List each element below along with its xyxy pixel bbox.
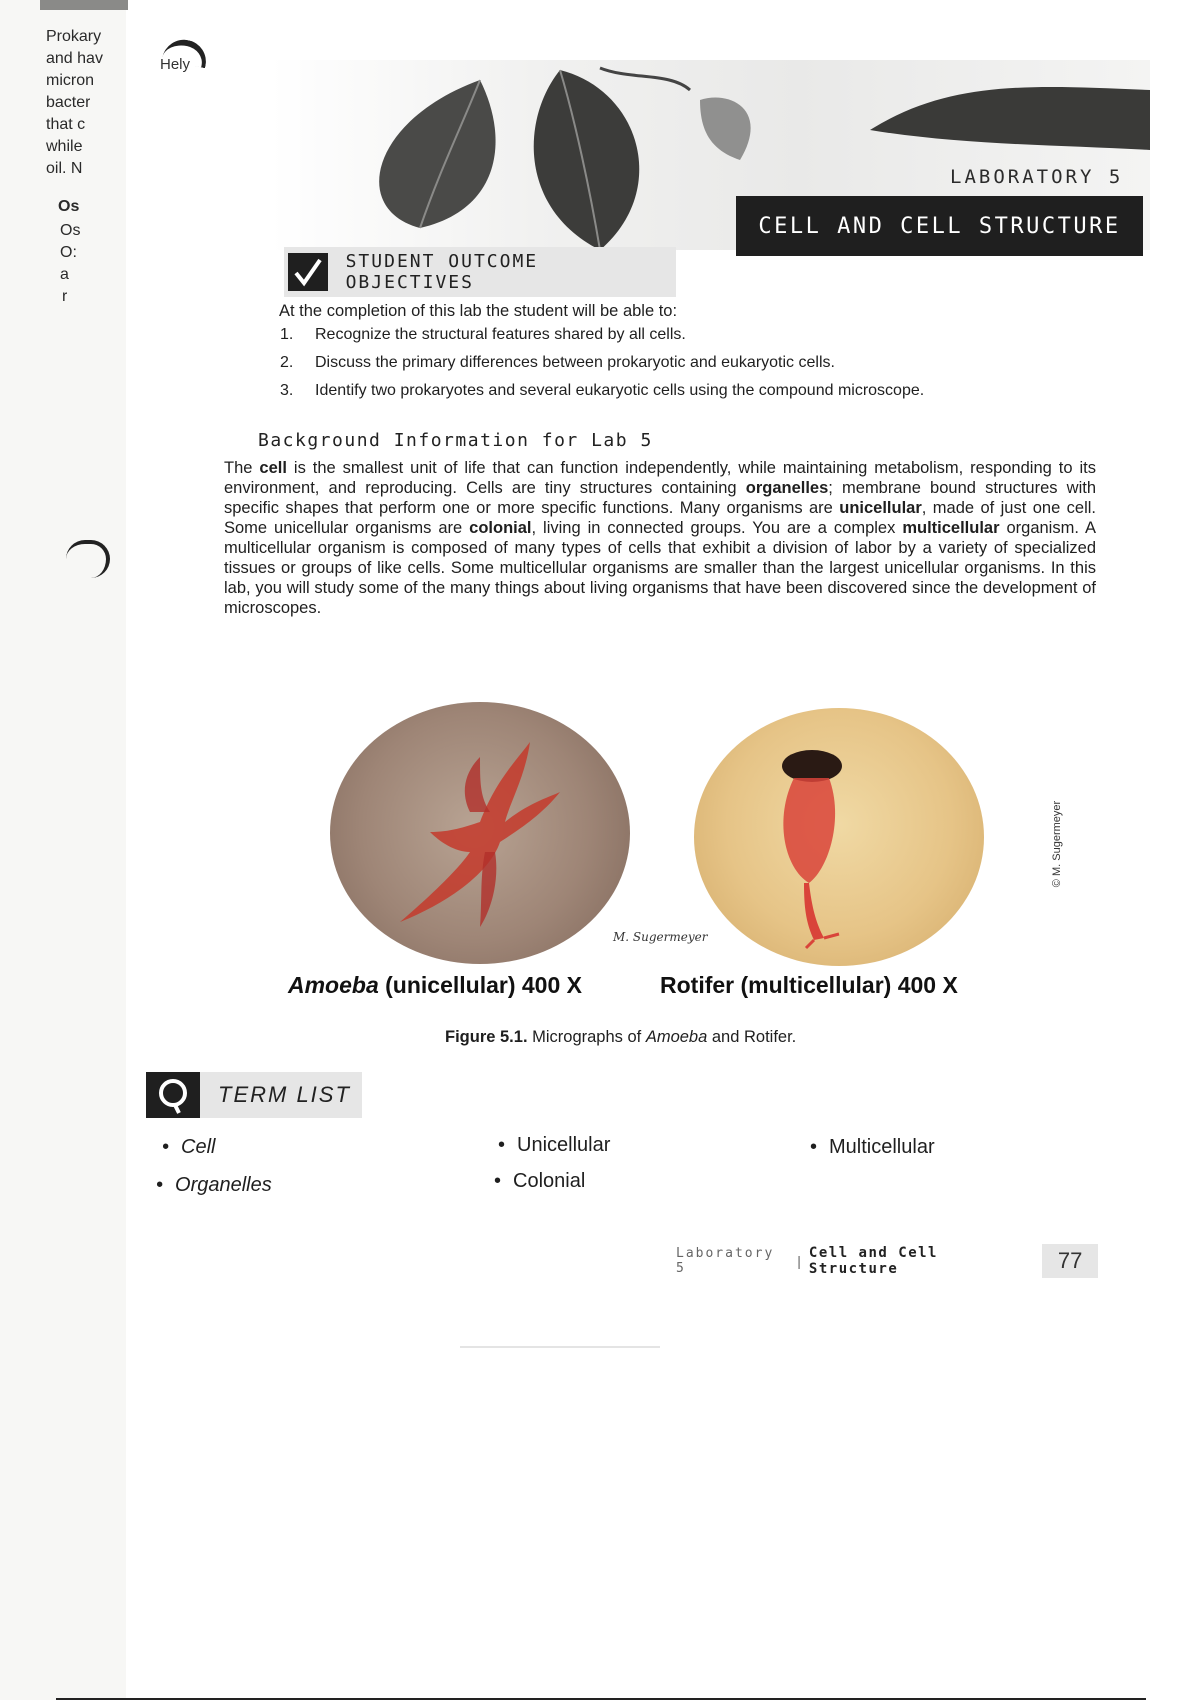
objectives-header [284,247,676,297]
objectives-intro: At the completion of this lab the student will be able to: [279,302,678,320]
micrograph-figure [270,690,1063,1040]
objectives-title: STUDENT OUTCOME OBJECTIVES [345,251,539,293]
objective-item [280,382,1080,400]
leaf-icon [534,70,640,250]
objective-item [280,326,1080,344]
term-text: Cell [181,1136,216,1158]
paragraph-text: The [224,459,260,477]
key-term: multicellular [902,519,1000,537]
term-list-title: TERM LIST [218,1082,351,1107]
amoeba-caption-detail: (unicellular) 400 X [378,972,582,998]
facing-page-text: O: [60,244,77,261]
facing-page-text: oil. N [46,160,83,177]
facing-page-text: micron [46,72,95,89]
facing-page-text: that c [46,116,86,133]
term-item: • Cell [162,1136,216,1158]
facing-page-bar [40,0,128,10]
rotifer-caption: Rotifer (multicellular) 400 X [660,972,958,998]
term-item: • Unicellular [498,1134,611,1156]
amoeba-name: Amoeba [288,972,379,998]
amoeba-micrograph [330,702,630,964]
magnifier-icon [146,1072,200,1118]
objective-text: Identify two prokaryotes and several eukaryotic cells using the compound microscope. [315,382,925,399]
facing-page-text: bacter [46,94,91,111]
lab-number: LABORATORY 5 [950,166,1124,188]
footer-lab: Laboratory 5 [676,1246,775,1276]
footer-title: Cell and Cell Structure [808,1245,938,1277]
paragraph-text: , made of just one cell. Some unicellular organisms are [224,499,1096,537]
copyright-note: © M. Sugermeyer [1051,800,1063,888]
page-title: CELL AND CELL STRUCTURE [758,213,1121,239]
objective-number: 2. [280,354,294,371]
page-footer [676,1244,1098,1278]
key-term: unicellular [839,499,922,517]
figure-caption-text: Micrographs of [527,1028,646,1046]
leaf-icon [870,87,1150,150]
figure-caption [445,1028,796,1047]
term-item: • Colonial [494,1170,586,1192]
objective-item [280,354,1080,372]
objective-text: Discuss the primary differences between prokaryotic and eukaryotic cells. [315,354,835,371]
objective-text: Recognize the structural features shared by all cells. [315,326,686,343]
term-text: Colonial [513,1170,586,1192]
amoeba-caption [288,972,582,999]
term-item: • Multicellular [810,1136,935,1158]
amoeba-icon [330,702,630,964]
objective-number: 3. [280,382,294,399]
figure-caption-text: and Rotifer. [707,1028,797,1046]
title-bar [736,196,1143,256]
photographer-signature: M. Sugermeyer [613,930,708,944]
facing-page-text: while [46,138,83,155]
faint-mark [460,1346,660,1348]
term-text: Unicellular [517,1134,611,1156]
facing-page-text: Prokary [46,28,102,45]
facing-page-text: Os [60,222,81,239]
paragraph-text: organism. A multicellular organism is composed of many types of cells that exhibit a division of labor by a variety of specialized tissues or groups of like cells. Some multicellular organisms are smaller than the largest unicellular organisms. In this lab, you will study some of the many things about living organisms that have been discovered since the development of microscopes. [224,519,1096,617]
paragraph-text: ; membrane bound structures with specific shapes that perform one or more specific functions. Many organisms are [224,479,1097,517]
term-list-header [146,1072,362,1118]
page-number: 77 [1042,1244,1098,1278]
facing-page-text: a [60,266,69,283]
facing-page-subhead: Os [58,198,80,215]
background-paragraph [224,458,1096,618]
footer-separator: | [797,1253,801,1269]
page-curl-mark [66,540,110,578]
facing-page-text: r [62,288,68,305]
key-term: colonial [469,519,532,537]
rotifer-icon [694,708,984,966]
key-term: organelles [745,479,829,497]
facing-page-word: Hely [160,56,191,73]
paragraph-text: , living in connected groups. You are a complex [531,519,903,537]
objective-number: 1. [280,326,294,343]
checkmark-icon [288,253,328,291]
figure-label: Figure 5.1. [445,1028,528,1046]
rotifer-micrograph [694,708,984,966]
key-term: cell [259,459,287,477]
background-heading: Background Information for Lab 5 [258,430,653,451]
term-text: Organelles [175,1174,272,1196]
paragraph-text: is the smallest unit of life that can function independently, while maintaining metabolism, responding to its environment, and reproducing. Cells are tiny structures containing [224,459,1096,497]
term-item: • Organelles [156,1174,272,1196]
term-text: Multicellular [829,1136,935,1158]
facing-page-text: and hav [46,50,103,67]
figure-caption-italic: Amoeba [645,1028,708,1046]
leaf-icon [379,80,495,228]
